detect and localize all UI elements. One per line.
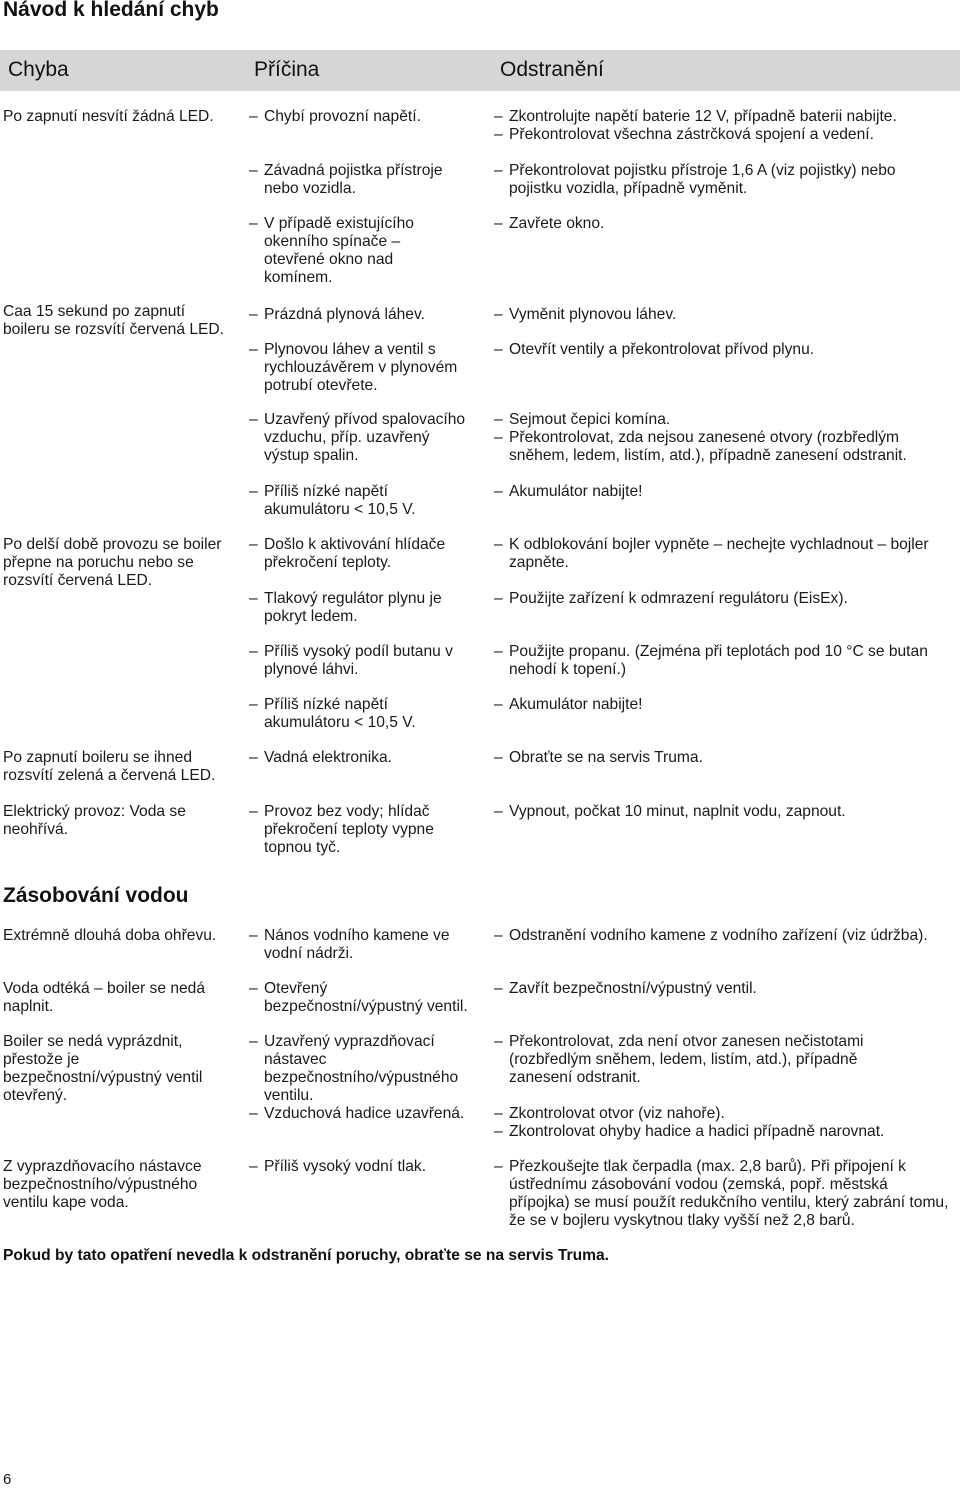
chyba-cell: Po zapnutí nesvítí žádná LED. [3,108,214,125]
pricina-cell: – Chybí provozní napětí. [249,108,421,125]
pricina-cell: – Došlo k aktivování hlídače překročení teploty. [249,536,446,571]
odstraneni-cell: – Vypnout, počkat 10 minut, naplnit vodu, zapnout. [494,803,846,820]
odstraneni-cell: – Sejmout čepici komína. – Překontrolovat, zda nejsou zanesené otvory (rozbředlým sněhem, ledem, listím, atd.), případně zanesení odstranit. [494,411,907,464]
chyba-cell: Caa 15 sekund po zapnutí boileru se rozsvítí červená LED. [3,303,225,338]
odstraneni-cell: – Překontrolovat, zda není otvor zanesen nečistotami (rozbředlým sněhem, ledem, listím, atd.), případně zanesení odstranit. [494,1033,864,1086]
section-title-water: Zásobování vodou [3,884,189,907]
column-header-pricina: Příčina [254,58,320,81]
footer-note: Pokud by tato opatření nevedla k odstranění poruchy, obraťte se na servis Truma. [3,1247,609,1264]
pricina-cell: – Vzduchová hadice uzavřená. [249,1105,465,1122]
table-header [0,50,960,91]
column-header-chyba: Chyba [8,58,69,81]
pricina-cell: – Příliš vysoký vodní tlak. [249,1158,427,1175]
chyba-cell: Elektrický provoz: Voda se neohřívá. [3,803,186,838]
chyba-cell: Po delší době provozu se boiler přepne na poruchu nebo se rozsvítí červená LED. [3,536,222,589]
chyba-cell: Extrémně dlouhá doba ohřevu. [3,927,217,944]
odstraneni-cell: – Zavřete okno. [494,215,605,232]
odstraneni-cell: – Zkontrolujte napětí baterie 12 V, případně baterii nabijte. – Překontrolovat všechna zástrčková spojení a vedení. [494,108,897,143]
pricina-cell: – Uzavřený vyprazdňovací nástavec bezpečnostního/výpustného ventilu. [249,1033,459,1104]
page-number: 6 [3,1471,12,1488]
chyba-cell: Voda odtéká – boiler se nedá naplnit. [3,980,206,1015]
pricina-cell: – V případě existujícího okenního spínače – otevřené okno nad komínem. [249,215,414,286]
odstraneni-cell: – Otevřít ventily a překontrolovat přívod plynu. [494,341,815,358]
odstraneni-cell: – Akumulátor nabijte! [494,483,643,500]
odstraneni-cell: – Obraťte se na servis Truma. [494,749,703,766]
pricina-cell: – Prázdná plynová láhev. [249,306,425,323]
chyba-cell: Z vyprazdňovacího nástavce bezpečnostního/výpustného ventilu kape voda. [3,1158,202,1211]
odstraneni-cell: – Použijte zařízení k odmrazení regulátoru (EisEx). [494,590,848,607]
pricina-cell: – Příliš nízké napětí akumulátoru < 10,5 V. [249,483,416,518]
pricina-cell: – Vadná elektronika. [249,749,393,766]
odstraneni-cell: – Zkontrolovat otvor (viz nahoře). – Zkontrolovat ohyby hadice a hadici případně narovnat. [494,1105,885,1140]
odstraneni-cell: – Použijte propanu. (Zejména při teplotách pod 10 °C se butan nehodí k topení.) [494,643,928,678]
chyba-cell: Boiler se nedá vyprázdnit, přestože je bezpečnostní/výpustný ventil otevřený. [3,1033,203,1104]
odstraneni-cell: – Akumulátor nabijte! [494,696,643,713]
odstraneni-cell: – Přezkoušejte tlak čerpadla (max. 2,8 barů). Při připojení k ústřednímu zásobování vodou (zemská, popř. městská přípojka) se musí použít redukčního ventilu, který zabrání tomu, že se v bojleru vyskytnou tlaky vyšší než 2,8 barů. [494,1158,949,1229]
pricina-cell: – Uzavřený přívod spalovacího vzduchu, příp. uzavřený výstup spalin. [249,411,466,464]
pricina-cell: – Tlakový regulátor plynu je pokryt ledem. [249,590,442,625]
chyba-cell: Po zapnutí boileru se ihned rozsvítí zelená a červená LED. [3,749,216,784]
pricina-cell: – Plynovou láhev a ventil s rychlouzávěrem v plynovém potrubí otevřete. [249,341,458,394]
pricina-cell: – Nános vodního kamene ve vodní nádrži. [249,927,450,962]
page-title: Návod k hledání chyb [3,0,219,21]
pricina-cell: – Provoz bez vody; hlídač překročení teploty vypne topnou tyč. [249,803,434,856]
pricina-cell: – Závadná pojistka přístroje nebo vozidla. [249,162,443,197]
column-header-odstraneni: Odstranění [500,58,604,81]
pricina-cell: – Příliš vysoký podíl butanu v plynové láhvi. [249,643,453,678]
odstraneni-cell: – Vyměnit plynovou láhev. [494,306,677,323]
pricina-cell: – Příliš nízké napětí akumulátoru < 10,5 V. [249,696,416,731]
odstraneni-cell: – K odblokování bojler vypněte – nechejte vychladnout – bojler zapněte. [494,536,929,571]
pricina-cell: – Otevřený bezpečnostní/výpustný ventil. [249,980,468,1015]
odstraneni-cell: – Zavřít bezpečnostní/výpustný ventil. [494,980,757,997]
odstraneni-cell: – Překontrolovat pojistku přístroje 1,6 A (viz pojistky) nebo pojistku vozidla, případně vyměnit. [494,162,896,197]
odstraneni-cell: – Odstranění vodního kamene z vodního zařízení (viz údržba). [494,927,928,944]
